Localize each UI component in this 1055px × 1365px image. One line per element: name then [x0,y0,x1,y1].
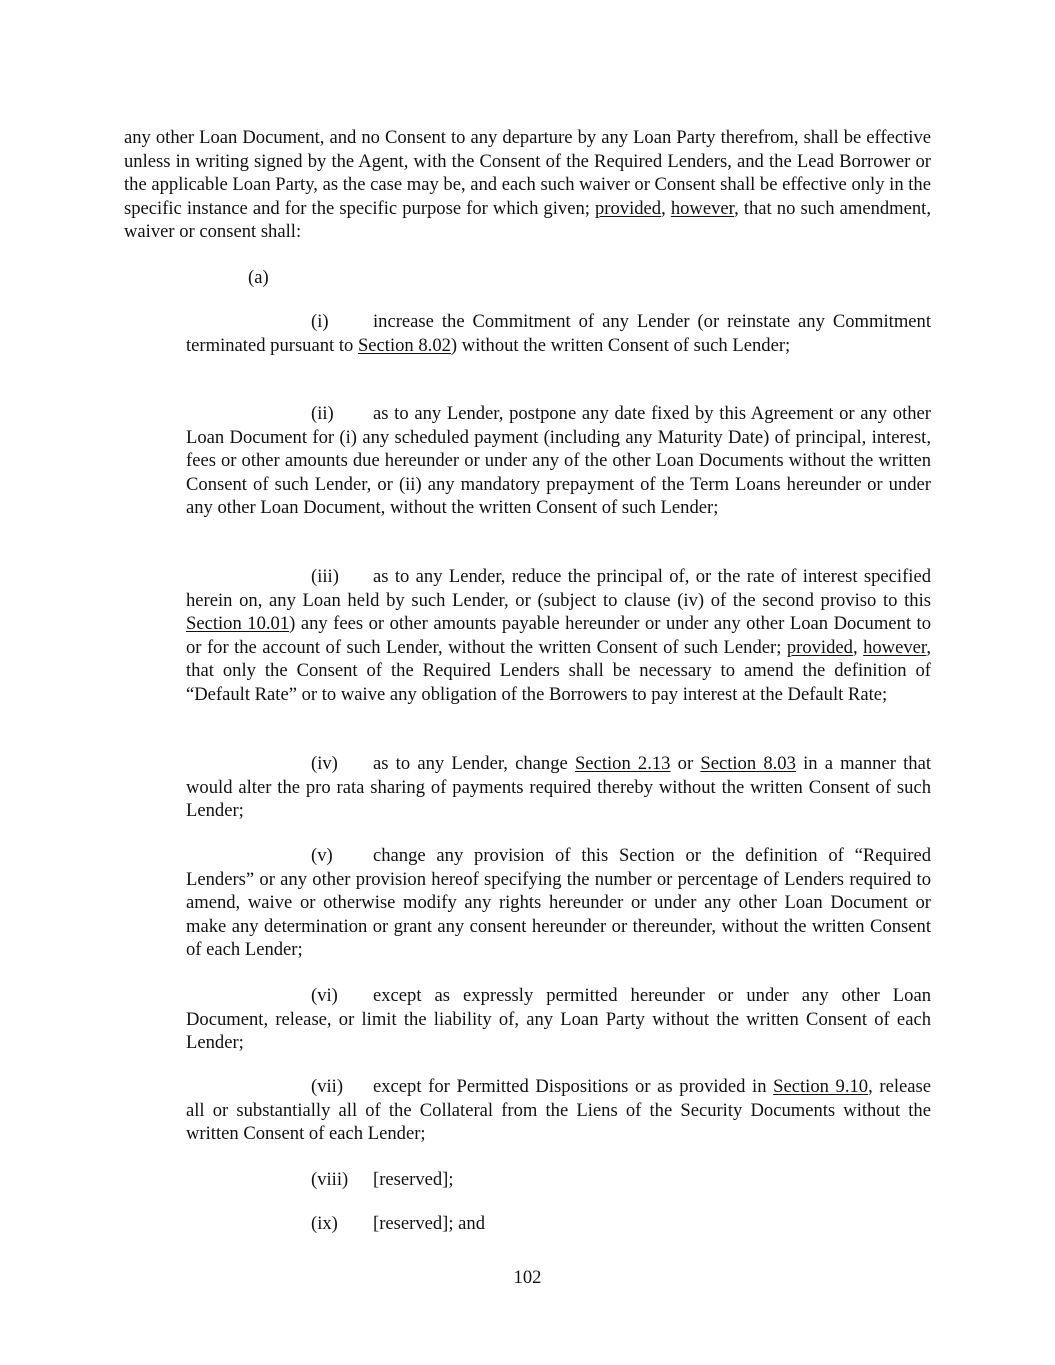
clause-text: change any provision of this Section or the definition of “Required Lenders” or any other provision hereof specifying the number or percentage of Lenders required to amend, waive or otherwise modify any rights hereunder or under any other Loan Document or make any determination or grant any consent hereunder or thereunder, without the written Consent of each Lender; [186,845,931,960]
clause-text: ) any fees or other amounts payable hereunder or under any other Loan Document to or for the account of such Lender, without the written Consent of such Lender; [186,613,932,658]
clause-i [186,310,931,357]
clause-viii [311,1168,454,1192]
intro-separator: , [661,197,671,219]
clause-text: except as expressly permitted hereunder or under any other Loan Document, release, or limit the liability of, any Loan Party without the written Consent of each Lender; [186,985,931,1053]
clause-number: (iv) [311,753,338,774]
page-number: 102 [513,1267,542,1288]
section-reference: Section 8.02 [357,334,451,356]
intro-tail: , that no such amendment, waiver or consent shall: [124,197,931,242]
clause-vi [186,984,931,1055]
clause-number: (i) [311,311,329,332]
clause-text: increase the Commitment of any Lender (or reinstate any Commitment terminated pursuant to [186,311,931,356]
clause-text: as to any Lender, reduce the principal of, or the rate of interest specified herein on, any Loan held by such Lender, or (subject to clause (iv) of the second proviso to this [186,566,931,611]
section-reference: Section 8.03 [700,753,796,774]
clause-number: (vii) [311,1076,344,1097]
clause-text: in a manner that would alter the pro rata sharing of payments required thereby without the written Consent of such Lender; [186,753,931,821]
however-term: however [670,197,735,219]
clause-text: as to any Lender, change [373,753,575,774]
clause-text: , release all or substantially all of the Collateral from the Liens of the Security Documents without the written Consent of each Lender; [186,1076,931,1144]
clause-iii [186,565,931,706]
clause-v [186,844,931,962]
clause-text: as to any Lender, postpone any date fixed by this Agreement or any other Loan Document for (i) any scheduled payment (including any Maturity Date) of principal, interest, fees or other amounts due hereunder or under any of the other Loan Documents without the written Consent of such Lender, or (ii) any mandatory prepayment of the Term Loans hereunder or under any other Loan Document, without the written Consent of such Lender; [186,403,931,518]
clause-text: except for Permitted Dispositions or as provided in [373,1076,774,1097]
clause-number: (v) [311,845,333,866]
section-reference: Section 10.01 [186,613,290,634]
clause-iv [186,752,931,823]
section-reference: Section 2.13 [574,753,671,774]
clause-ii [186,402,931,520]
clause-number: (ii) [311,403,334,424]
intro-paragraph [124,126,931,244]
clause-number: (vi) [311,985,338,1006]
clause-text: , that only the Consent of the Required Lenders shall be necessary to amend the definition of “Default Rate” or to waive any obligation of the Borrowers to pay interest at the Default Rate; [186,636,932,705]
clause-text: , [852,636,864,658]
clause-ix [311,1212,485,1236]
clause-number: (viii) [311,1169,349,1190]
clause-text: ) without the written Consent of such Lender; [450,334,791,356]
clause-text: [reserved]; and [373,1213,486,1234]
clause-vii [186,1075,931,1146]
provided-term: provided [786,636,853,658]
clause-text: [reserved]; [373,1169,454,1190]
clause-text: or [670,753,701,774]
clause-number: (iii) [311,566,339,587]
however-term: however [863,636,927,658]
section-reference: Section 9.10 [773,1076,869,1097]
intro-text: any other Loan Document, and no Consent to any departure by any Loan Party therefrom, shall be effective unless in writing signed by the Agent, with the Consent of the Required Lenders, and the Lead Borrower or the applicable Loan Party, as the case may be, and each such waiver or Consent shall be effective only in the specific instance and for the specific purpose for which given; [124,127,931,219]
clause-a-label: (a) [248,267,269,288]
provided-term: provided [594,197,662,219]
clause-number: (ix) [311,1213,338,1234]
